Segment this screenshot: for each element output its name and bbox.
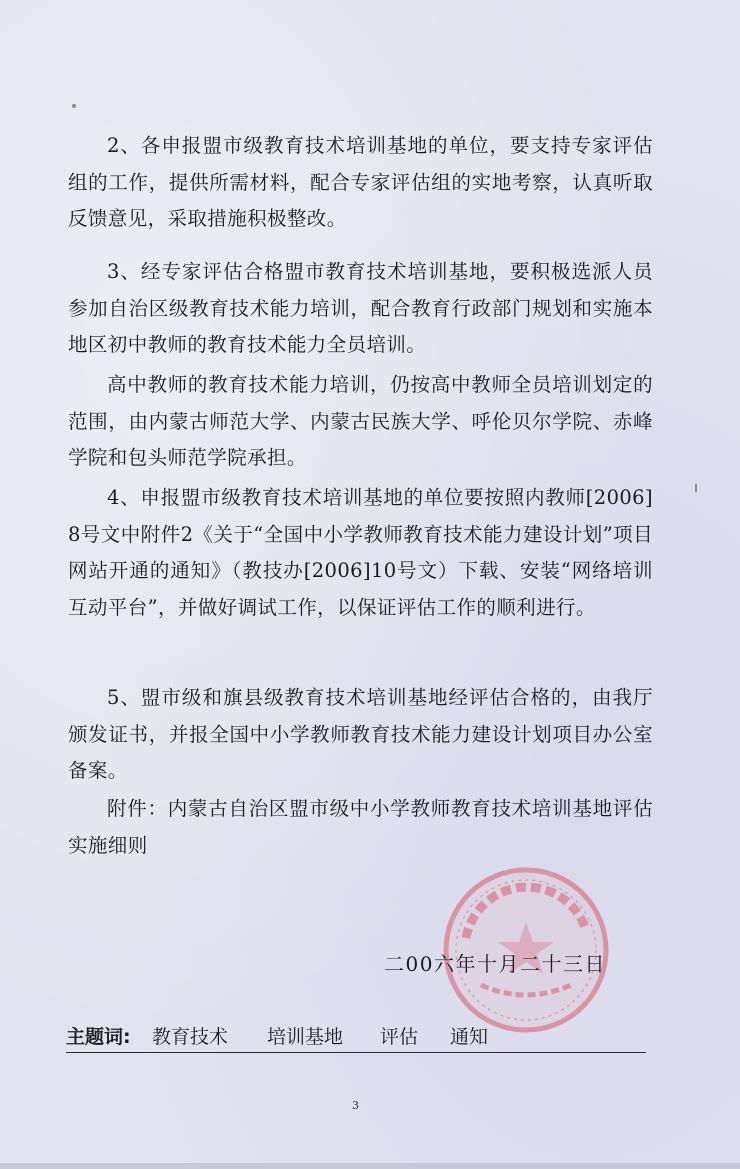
keywords-underline <box>66 1052 646 1053</box>
paragraph-high-school: 高中教师的教育技术能力培训，仍按高中教师全员培训划定的范围，由内蒙古师范大学、内蒙古民族大学、呼伦贝尔学院、赤峰学院和包头师范学院承担。 <box>68 373 653 469</box>
keyword-item: 教育技术 <box>152 1026 229 1048</box>
document-date: 二00六年十月二十三日 <box>384 952 606 976</box>
scan-mark <box>695 484 697 492</box>
paragraph-4: 4、申报盟市级教育技术培训基地的单位要按照内教师[2006]8号文中附件2《关于“全国中小学教师教育技术能力建设计划”项目网站开通的通知》（教技办[2006]10号文）下载、安装“网络培训互动平台”，并做好调试工作，以保证评估工作的顺利进行。 <box>68 486 653 619</box>
paragraph-2: 2、各申报盟市级教育技术培训基地的单位，要支持专家评估组的工作，提供所需材料，配合专家评估组的实地考察，认真听取反馈意见，采取措施积极整改。 <box>68 134 653 230</box>
keyword-item: 评估 <box>380 1026 419 1048</box>
subject-keywords <box>66 1022 646 1056</box>
paragraph-3: 3、经专家评估合格盟市教育技术培训基地，要积极选派人员参加自治区级教育技术能力培训，配合教育行政部门规划和实施本地区初中教师的教育技术能力全员培训。 <box>68 260 653 356</box>
page-number: 3 <box>352 1099 359 1112</box>
scan-bottom-edge <box>0 1163 740 1169</box>
scan-speck <box>72 104 76 108</box>
keyword-item: 通知 <box>450 1026 489 1048</box>
keyword-item: 培训基地 <box>267 1026 344 1048</box>
keywords-label: 主题词: <box>66 1026 131 1048</box>
attachment-note: 附件：内蒙古自治区盟市级中小学教师教育技术培训基地评估实施细则 <box>68 797 653 857</box>
paragraph-5: 5、盟市级和旗县级教育技术培训基地经评估合格的，由我厅颁发证书，并报全国中小学教师教育技术能力建设计划项目办公室备案。 <box>68 686 653 782</box>
